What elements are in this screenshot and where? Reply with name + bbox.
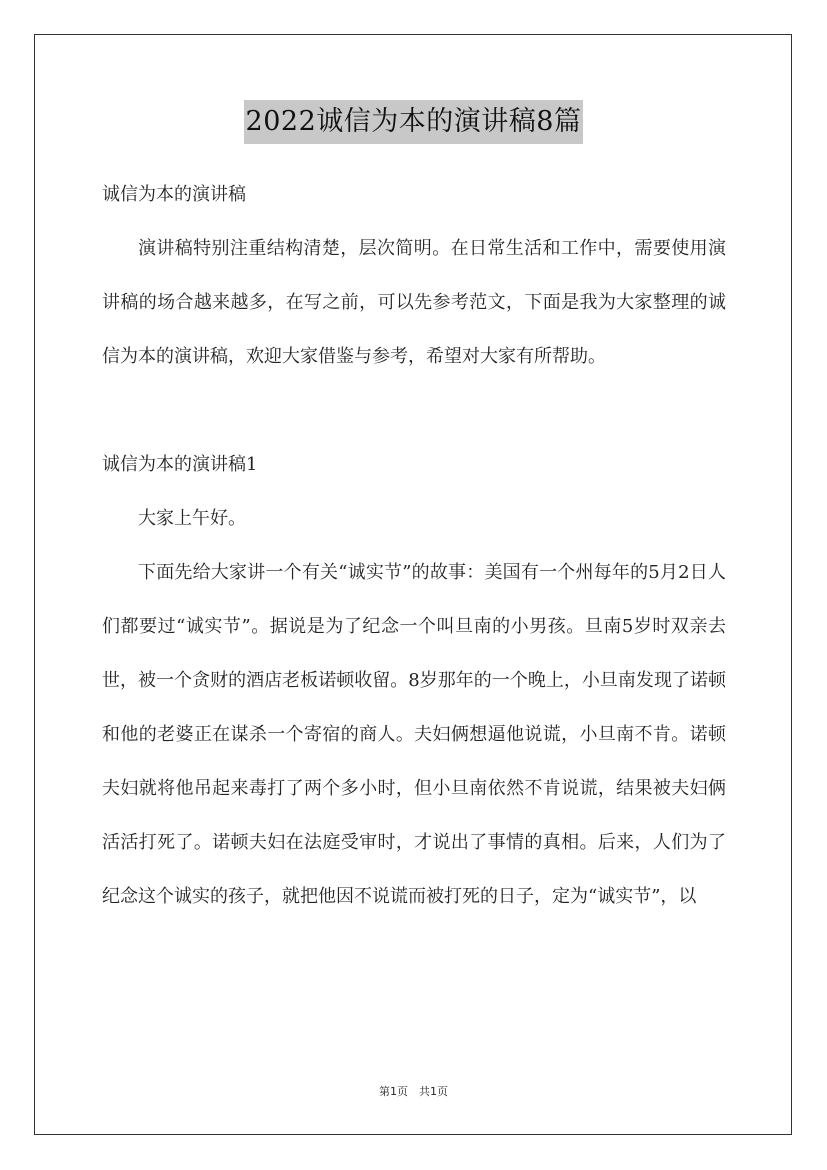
page-footer: 第1页 共1页: [379, 1085, 448, 1098]
greeting-paragraph: 大家上午好。: [138, 508, 246, 529]
title-container: [0, 100, 827, 144]
section-heading: 诚信为本的演讲稿1: [102, 454, 258, 475]
section-spacer: [102, 384, 726, 438]
intro-heading: 诚信为本的演讲稿: [102, 184, 246, 205]
document-title: 2022诚信为本的演讲稿8篇: [244, 100, 584, 144]
intro-paragraph: 演讲稿特别注重结构清楚，层次简明。在日常生活和工作中，需要使用演讲稿的场合越来越多，在写之前，可以先参考范文，下面是我为大家整理的诚信为本的演讲稿，欢迎大家借鉴与参考，希望对大家有所帮助。: [102, 238, 726, 367]
document-body: [102, 168, 726, 924]
story-paragraph: 下面先给大家讲一个有关“诚实节”的故事：美国有一个州每年的5月2日人们都要过“诚实节”。据说是为了纪念一个叫旦南的小男孩。旦南5岁时双亲去世，被一个贪财的酒店老板诺顿收留。8岁那年的一个晚上，小旦南发现了诺顿和他的老婆正在谋杀一个寄宿的商人。夫妇俩想逼他说谎，小旦南不肯。诺顿夫妇就将他吊起来毒打了两个多小时，但小旦南依然不肯说谎，结果被夫妇俩活活打死了。诺顿夫妇在法庭受审时，才说出了事情的真相。后来，人们为了纪念这个诚实的孩子，就把他因不说谎而被打死的日子，定为“诚实节”，以: [102, 562, 726, 907]
